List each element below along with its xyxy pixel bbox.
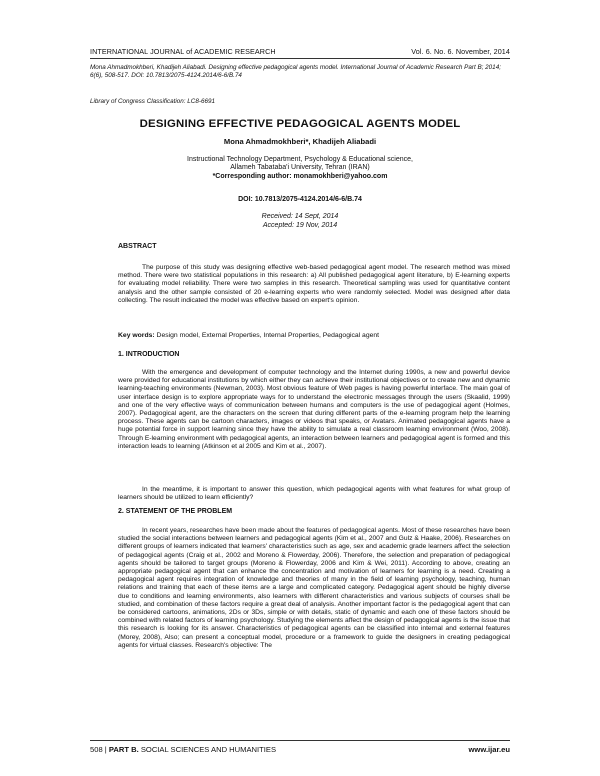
- footer-section: SOCIAL SCIENCES AND HUMANITIES: [140, 745, 277, 754]
- affiliation-line-2: Allameh Tabataba'i University, Tehran (IRAN): [230, 164, 370, 172]
- received-date: Received: 14 Sept, 2014: [261, 213, 339, 220]
- footer-part: PART B.: [108, 745, 139, 754]
- affiliation-line-1: Instructional Technology Department, Psychology & Educational science,: [187, 156, 413, 163]
- running-footer: [90, 745, 510, 754]
- dates: [90, 213, 510, 231]
- problem-p1-text: In recent years, researches have been made about the features of pedagogical agents. Most of these researches have been studied the social interactions between learners and pedagogical agents (Kim et al., 2007 and Gulz & Haake, 2006). Researches on different groups of learners indicated that learners' characteristics such as age, sex and academic grade learners affect the selection of pedagogical agents (Craig et al., 2002 and Moreno & Flowerday, 2006). Therefore, the selection and preparation of pedagogical agents should be tailored to target groups (Moreno & Flowerday, 2006 and Kim & Wei, 2011). According to above, creating an appropriate pedagogical agent that can enhance the concentration and motivation of learners for learning is a need. Creating a pedagogical agent requires integration of knowledge and theories of many in the field of learning psychology, teaching, human relations and training that each of these items are a large and complicated category. Pedagogical agent should be highly diverse due to conditions and learning environments, also learners with different characteristics and various subjects of courses shall be studied, and combination of these factors require a great deal of analysis. Another important factor is the pedagogical agent that can be considered cartoons, animations, 2Ds or 3Ds, simple or with details, static of dynamic and each one of these factors should be combined with related factors of learning psychology. Studying the elements affect the design of pedagogical agents is the issue that this research is looking for its answer. Characteristics of pedagogical agents can be classified into internal and external features (Morey, 2008), Also; can present a conceptual model, procedure or a framework to guide the designers in creating pedagogical agents for virtual classes. Research's objective: The: [118, 527, 510, 649]
- affiliation: [90, 156, 510, 181]
- footer-rule: [90, 740, 510, 741]
- paper-title: DESIGNING EFFECTIVE PEDAGOGICAL AGENTS MODEL: [139, 118, 461, 130]
- header-rule: [90, 58, 510, 59]
- keywords-label: Key words:: [118, 332, 155, 339]
- keywords-text: Design model, External Properties, Internal Properties, Pedagogical agent: [156, 332, 380, 339]
- journal-website: www.ijar.eu: [468, 745, 510, 754]
- intro-paragraph-1: [118, 369, 510, 451]
- footer-separator: |: [104, 745, 107, 754]
- classification: Library of Congress Classification: LC8-6691: [90, 98, 215, 105]
- intro-paragraph-2: [118, 486, 510, 502]
- problem-paragraph-1: [118, 527, 510, 650]
- citation: Mona Ahmadmokhberi, Khadijeh Aliabadi. Designing effective pedagogical agents model. International Journal of Academic Research Part B; 2014; 6(6), 508-517. DOI: 10.7813/2075-4124.2014/6-6/B.74: [90, 64, 501, 80]
- doi: DOI: 10.7813/2075-4124.2014/6-6/B.74: [238, 196, 362, 203]
- corresponding-author: *Corresponding author: monamokhberi@yahoo.com: [212, 172, 388, 180]
- running-header: [90, 47, 510, 56]
- authors: Mona Ahmadmokhberi*, Khadijeh Aliabadi: [223, 137, 377, 146]
- keywords: [118, 332, 510, 339]
- intro-p1-text: With the emergence and development of computer technology and the Internet during 1990s, a new and powerful device were provided for educational institutions by which either they can achieve their institutional objectives or to create new and dynamic learning-teaching environments (Newman, 2003). Most obvious feature of Web pages is having powerful interface. The main goal of user interface design is to explore appropriate ways for to understand the electronic messages through the users (Skaalid, 1999) and one of the very effective ways of communication between humans and computers is the use of pedagogical agent (Holmes, 2007). Pedagogical agent, are the characters on the screen that during different parts of the e-learning program help the learning process. These agents can be cartoon characters, images or videos that speaks, or Avatars. Animated pedagogical agents have a huge potential force in support learning since they have the ability to simulate a real classroom learning environment (Woo, 2008). Through E-learning environment with pedagogical agents, an interaction between learners and pedagogical agent is formed and this interaction leads to learning (Atkinson et al 2005 and Kim et al., 2007).: [118, 369, 510, 450]
- abstract-heading: ABSTRACT: [118, 243, 157, 250]
- problem-heading: 2. STATEMENT OF THE PROBLEM: [118, 508, 233, 515]
- abstract-body: The purpose of this study was designing effective web-based pedagogical agent model. The research method was mixed method. There were two statistical populations in this research: a) All published pedagogical agent literature, b) E-learning experts for evaluating model reliability. There were two samples in this research. Theoretical sampling was used for quantitative content analysis and the other sample consisted of 20 e-learning experts who were randomly selected. Model was designed after data collecting. The result indicated the model was effective based on expert's opinion.: [118, 264, 510, 304]
- intro-p2-text: In the meantime, it is important to answer this question, which pedagogical agents with what features for what group of learners should be utilized to learn efficiently?: [118, 486, 510, 502]
- footer-left: [90, 745, 276, 754]
- issue-info: Vol. 6. No. 6. November, 2014: [411, 47, 510, 56]
- journal-name: INTERNATIONAL JOURNAL of ACADEMIC RESEARCH: [90, 47, 276, 56]
- page-number: 508: [90, 745, 103, 754]
- accepted-date: Accepted: 19 Nov, 2014: [262, 221, 338, 229]
- abstract-text: [118, 264, 510, 305]
- intro-heading: 1. INTRODUCTION: [118, 351, 180, 358]
